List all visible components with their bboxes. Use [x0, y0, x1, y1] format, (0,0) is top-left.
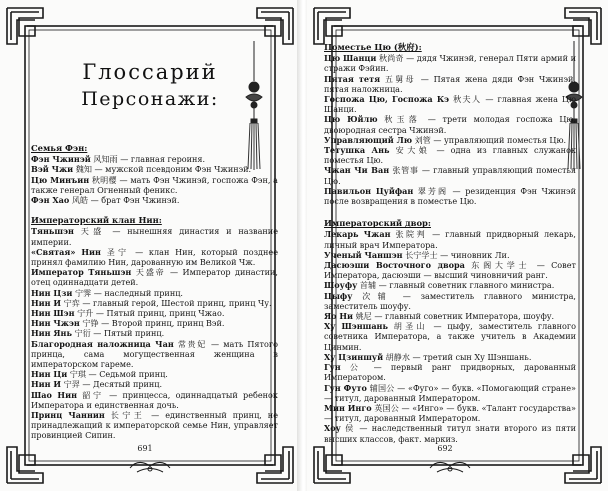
glossary-entry — [324, 114, 576, 134]
glossary-entry — [324, 165, 576, 185]
glossary-entry — [31, 308, 278, 318]
entry-term: Тяньшэн — [31, 226, 74, 237]
glossary-entry — [31, 247, 278, 267]
entry-description: 公 — первый ранг придворных, дарованный Императором. — [324, 362, 576, 383]
entry-term: Нин Шэн — [31, 308, 75, 319]
entry-description: 宁衍 — Пятый принц. — [71, 328, 165, 339]
entry-term: Цю Шанци — [324, 53, 377, 64]
entry-description: 东阁大学士 — Совет Императора, дасюэши — высший чиновничий ранг. — [324, 260, 576, 281]
characters-subtitle: Персонажи: — [81, 88, 219, 110]
entry-description: 天盛 — нынешняя династия и название империи. — [31, 226, 278, 247]
entry-term: Яо Ни — [324, 311, 354, 322]
entry-description: 天盛帝 — Император династии, отец одиннадцати детей. — [31, 267, 278, 288]
glossary-entry — [324, 145, 576, 165]
entry-description: 风知雨 — главная героиня. — [90, 154, 206, 165]
entry-term: Шоуфу — [324, 280, 358, 291]
glossary-entry — [324, 260, 576, 280]
glossary-entry — [324, 280, 576, 290]
entry-term: Тетушка Ань — [324, 145, 390, 156]
entry-description: 宁羿 — Десятый принц. — [61, 379, 163, 390]
entry-description: 翠芳阁 — резиденция Фэн Чжинэй после возвращения в поместье Цю. — [324, 185, 576, 207]
entry-description: 宁铮 — Второй принц, принц Вэй. — [79, 318, 225, 329]
glossary-entry — [31, 164, 278, 174]
entry-term: Павильон Цуйфан — [324, 185, 414, 196]
left-page — [0, 0, 300, 491]
entry-term: Ху Шэншань — [324, 321, 388, 332]
entry-term: Император Тяньшэн — [31, 267, 132, 278]
entry-description: 秋玉落 — трети молодая госпожа Цю, двоюродная сестра Чжинэй. — [324, 114, 577, 135]
glossary-entry — [324, 53, 576, 73]
glossary-entry — [31, 267, 278, 287]
section-heading: Императорский клан Нин: — [31, 215, 162, 226]
entry-term: Нин Ци — [31, 369, 68, 380]
entry-term: Госпожа Цю, Госпожа Кэ — [324, 94, 450, 105]
entry-description: 长宁学士 — чиновник Ли. — [402, 249, 510, 260]
glossary-entry — [324, 352, 576, 362]
entry-description: 宁霁 — наследный принц. — [72, 287, 184, 298]
entry-description: 张院判 — главный придворный лекарь, личный врач Императора. — [324, 229, 576, 250]
entry-description: 刘管 — управляющий поместья Цю. — [412, 134, 567, 145]
entry-term: Цыфу — [324, 290, 353, 301]
glossary-entry — [324, 74, 576, 94]
entry-description: 侯 — наследственный титул знати второго из пяти высших классов, факт. маркиз. — [324, 423, 576, 444]
entry-term: Нин Янь — [31, 328, 72, 339]
glossary-entry — [31, 369, 278, 379]
entry-term: Ученый Чаншэн — [324, 249, 403, 260]
entry-term: Фэн Хао — [31, 195, 70, 206]
entry-term: Мин Инго — [324, 402, 372, 413]
glossary-entry — [324, 403, 576, 423]
entry-description: 秋明樱 — мать Фэн Чжинэй, госпожа Фэн, а также генерал Огненный феникс. — [31, 174, 278, 195]
entry-term: Принц Чаннин — [31, 410, 105, 421]
entry-term: Дасюэши Восточного двора — [324, 260, 465, 271]
entry-term: Фэн Чжинэй — [31, 154, 91, 165]
section-heading: Семья Фэн: — [31, 143, 88, 153]
entry-description: 秋夫人 — главная жена Цю Шанци. — [324, 94, 577, 115]
section-heading: Императорский двор: — [324, 218, 431, 229]
entry-term: Хоу — [324, 423, 341, 434]
entry-term: Нин И — [31, 297, 62, 308]
entry-description: 五舅母 — Пятая жена дяди Фэн Чжинэй, пятая наложница. — [324, 73, 576, 94]
entry-description: 圣宁 — клан Нин, который позднее принял фамилию Нин, дарованную им Великой Чж. — [31, 246, 278, 268]
entry-description: 安大娘 — одна из главных служанок поместья Цю. — [324, 145, 576, 166]
entry-term: Шао Нин — [31, 389, 77, 400]
entry-term: Ху Цзиншуй — [324, 351, 384, 362]
glossary-entry — [31, 195, 278, 205]
right-page — [307, 0, 608, 491]
glossary-entry — [31, 318, 278, 328]
entry-term: Гун — [324, 362, 341, 373]
entry-term: Цю Юйлю — [324, 114, 378, 125]
glossary-entry — [31, 328, 278, 338]
entry-description: 首辅 — главный советник главного министра. — [357, 280, 555, 291]
entry-description: 宁琪 — Седьмой принц. — [67, 369, 168, 380]
entry-description: 胡圣山 — цыфу, заместитель главного советника Императора, а также учитель в Академии Цинмин. — [324, 321, 576, 352]
page-number: 692 — [437, 444, 453, 453]
glossary-entry — [31, 154, 278, 164]
glossary-title: Глоссарий — [82, 60, 218, 84]
glossary-entry — [324, 311, 576, 321]
entry-description: 辅国公 — «Фуго» — букв. «Помогающий стране» — титул, дарованный Императором. — [324, 382, 576, 403]
entry-term: Нин И — [31, 379, 62, 390]
entry-description: 英国公 — «Инго» — букв. «Талант государства» — титул, дарованный Императором. — [324, 402, 577, 424]
entry-term: Цю Минъин — [31, 174, 90, 185]
entry-term: Вэй Чжи — [31, 164, 74, 175]
entry-description: 常贵妃 — мать Пятого принца, сама могущественная женщина в императорском гареме. — [31, 338, 278, 370]
entry-description: 秋尚奇 — дядя Чжинэй, генерал Пяти армий и стражи Фэйин. — [324, 53, 576, 74]
glossary-entry — [324, 321, 576, 352]
left-page-text — [31, 135, 278, 441]
glossary-entry — [31, 175, 278, 195]
glossary-entry — [324, 423, 576, 443]
entry-description: 韶宁 — принцесса, одиннадцатый ребенок Императора и единственная дочь. — [31, 389, 278, 410]
glossary-entry — [324, 135, 576, 145]
right-page-text — [324, 42, 576, 444]
entry-description: 张管事 — главный управляющий поместья Цю. — [324, 165, 576, 186]
entry-description: 长宁王 — единственный принц, не принадлежащий к императорской семье Нин, управляет провинцией Сипин. — [31, 410, 278, 441]
entry-term: Гун Футо — [324, 382, 367, 393]
entry-term: Лекарь Чжан — [324, 229, 391, 240]
entry-description: 姚尼 — главный советник Императора, шоуфу. — [353, 311, 555, 322]
entry-description: 魏知 — мужской псевдоним Фэн Чжинэй. — [73, 164, 252, 175]
glossary-entry — [324, 383, 576, 403]
entry-description: 宁弈 — главный герой, Шестой принц, принц Чу. — [61, 297, 272, 308]
entry-term: Нин Цзи — [31, 287, 73, 298]
entry-term: «Святая» Нин — [31, 246, 101, 257]
glossary-entry — [31, 390, 278, 410]
entry-description: 胡静水 — третий сын Ху Шэншань. — [383, 351, 532, 362]
entry-description: 宁升 — Пятый принц, принц Чжао. — [74, 308, 225, 319]
glossary-entry — [324, 291, 576, 311]
glossary-entry — [31, 410, 278, 441]
glossary-entry — [31, 339, 278, 370]
entry-description: 次辅 — заместитель главного министра, заместитель шоуфу. — [324, 290, 576, 311]
section-heading: Поместье Цю (秋府): — [324, 42, 422, 52]
glossary-entry — [324, 94, 576, 114]
glossary-entry — [31, 288, 278, 298]
entry-term: Управляющий Лю — [324, 134, 413, 145]
glossary-entry — [324, 250, 576, 260]
glossary-entry — [31, 298, 278, 308]
glossary-entry — [31, 379, 278, 389]
entry-term: Чжан Чи Ван — [324, 165, 390, 176]
glossary-entry — [324, 362, 576, 382]
glossary-entry — [324, 229, 576, 249]
entry-description: 风皓 — брат Фэн Чжинэй. — [69, 195, 180, 206]
glossary-entry — [324, 186, 576, 206]
entry-term: Пятая тетя — [324, 73, 381, 84]
page-number: 691 — [137, 444, 153, 453]
entry-term: Благородная наложница Чан — [31, 338, 174, 349]
glossary-entry — [31, 226, 278, 246]
entry-term: Нин Чжэн — [31, 318, 80, 329]
